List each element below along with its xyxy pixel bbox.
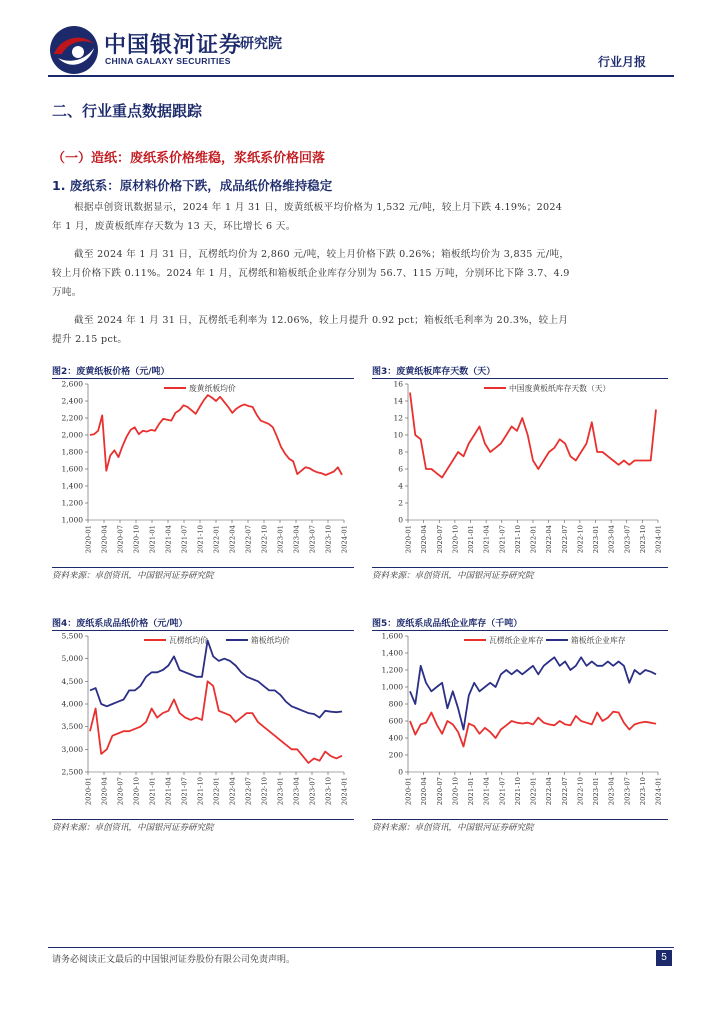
figure-3-rule <box>372 378 668 379</box>
series-line-1 <box>410 657 656 729</box>
footer-disclaimer: 请务必阅读正文最后的中国银河证券股份有限公司免责声明。 <box>52 955 296 965</box>
y-tick-label: 6 <box>398 464 403 474</box>
figure-4-rule <box>52 630 354 631</box>
x-tick-label: 2024-01 <box>654 777 663 806</box>
x-tick-label: 2021-01 <box>467 525 475 554</box>
institute-label: 研究院 <box>240 36 282 52</box>
x-tick-label: 2020-04 <box>420 777 429 806</box>
figure-4-source: 资料来源：卓创资讯，中国银河证券研究院 <box>52 823 214 833</box>
x-tick-label: 2022-10 <box>260 525 269 554</box>
x-tick-label: 2022-01 <box>529 525 538 554</box>
y-tick-label: 10 <box>393 430 403 440</box>
legend-label: 箱板纸均价 <box>251 636 290 645</box>
x-tick-label: 2022-07 <box>560 525 569 554</box>
legend-label: 瓦楞纸企业库存 <box>489 636 544 645</box>
paragraph-gross-margin: 截至 2024 年 1 月 31 日，瓦楞纸毛利率为 12.06%，较上月提升 0.92 pct；箱板纸毛利率为 20.3%，较上月提升 2.15 pct。 <box>52 315 569 345</box>
y-tick-label: 2,600 <box>61 380 83 389</box>
x-tick-label: 2021-10 <box>196 777 205 806</box>
figure-2-chart <box>52 380 354 570</box>
x-tick-label: 2021-04 <box>482 525 491 554</box>
figure-3-title: 图3：废黄纸板库存天数（天） <box>372 367 496 377</box>
x-tick-label: 2022-04 <box>228 525 237 554</box>
x-tick-label: 2022-07 <box>244 525 253 554</box>
y-tick-label: 600 <box>388 716 403 726</box>
x-tick-label: 2021-04 <box>482 777 491 806</box>
x-tick-label: 2023-04 <box>292 525 301 554</box>
x-tick-label: 2022-04 <box>545 777 554 806</box>
figure-2-svg <box>52 380 354 566</box>
x-tick-label: 2023-01 <box>276 525 285 554</box>
x-tick-label: 2022-10 <box>260 777 269 806</box>
x-tick-label: 2022-01 <box>212 525 221 554</box>
y-tick-label: 1,000 <box>381 682 403 692</box>
x-tick-label: 2020-01 <box>404 525 413 554</box>
x-tick-label: 2022-10 <box>576 525 585 554</box>
y-tick-label: 2,000 <box>61 430 83 440</box>
y-tick-label: 0 <box>398 515 403 525</box>
footer-divider <box>48 947 674 948</box>
x-tick-label: 2020-07 <box>116 777 125 806</box>
y-tick-label: 1,600 <box>61 464 83 474</box>
x-tick-label: 2020-04 <box>100 777 109 806</box>
x-tick-label: 2023-10 <box>324 777 333 806</box>
figure-3-svg <box>372 380 668 566</box>
y-tick-label: 3,500 <box>61 722 83 732</box>
y-tick-label: 5,500 <box>61 632 83 641</box>
report-header <box>48 20 674 78</box>
figure-5-bottom-rule <box>372 819 668 820</box>
y-tick-label: 3,000 <box>61 744 83 754</box>
x-tick-label: 2023-01 <box>276 777 285 806</box>
x-tick-label: 2020-01 <box>84 525 93 554</box>
x-tick-label: 2021-07 <box>498 777 507 806</box>
section-title: 二、行业重点数据跟踪 <box>52 102 203 120</box>
galaxy-logo-icon <box>48 24 100 76</box>
x-tick-label: 2022-01 <box>529 777 538 806</box>
y-tick-label: 1,600 <box>381 632 403 641</box>
x-tick-label: 2020-01 <box>84 777 93 806</box>
figure-5-title: 图5：废纸系成品纸企业库存（千吨） <box>372 619 523 629</box>
series-line-0 <box>410 393 656 478</box>
y-tick-label: 1,200 <box>381 665 403 675</box>
x-tick-label: 2021-07 <box>498 525 507 554</box>
x-tick-label: 2020-04 <box>420 525 429 554</box>
x-tick-label: 2020-10 <box>132 525 141 554</box>
figure-3-source: 资料来源：卓创资讯，中国银河证券研究院 <box>372 571 534 581</box>
legend-label: 瓦楞纸均价 <box>169 636 208 645</box>
x-tick-label: 2021-04 <box>164 525 173 554</box>
figure-4-title: 图4：废纸系成品纸价格（元/吨） <box>52 619 188 629</box>
legend-label: 废黄纸板均价 <box>189 384 236 393</box>
x-tick-label: 2024-01 <box>340 777 349 806</box>
page-number: 5 <box>656 950 672 966</box>
x-tick-label: 2020-10 <box>451 777 460 806</box>
x-tick-label: 2021-10 <box>513 525 522 554</box>
x-tick-label: 2021-10 <box>513 777 522 806</box>
header-divider <box>48 75 674 77</box>
x-tick-label: 2020-07 <box>116 525 125 554</box>
x-tick-label: 2023-07 <box>308 525 317 554</box>
x-tick-label: 2023-07 <box>623 777 632 806</box>
x-tick-label: 2022-01 <box>212 777 221 806</box>
figure-5-rule <box>372 630 668 631</box>
figure-2-title: 图2：废黄纸板价格（元/吨） <box>52 367 170 377</box>
figure-2-bottom-rule <box>52 567 354 568</box>
y-tick-label: 2,200 <box>61 413 83 423</box>
series-line-0 <box>90 395 342 475</box>
x-tick-label: 2022-10 <box>576 777 585 806</box>
y-tick-label: 12 <box>393 413 403 423</box>
x-tick-label: 2023-10 <box>324 525 333 554</box>
x-tick-label: 2021-07 <box>180 525 189 554</box>
y-tick-label: 2,500 <box>61 767 83 777</box>
y-tick-label: 800 <box>388 699 403 709</box>
x-tick-label: 2024-01 <box>340 525 349 554</box>
x-tick-label: 2022-07 <box>244 777 253 806</box>
brand-name-en: CHINA GALAXY SECURITIES <box>105 56 231 66</box>
x-tick-label: 2021-01 <box>148 525 157 554</box>
y-tick-label: 200 <box>388 750 403 760</box>
figure-3-bottom-rule <box>372 567 668 568</box>
y-tick-label: 0 <box>398 767 403 777</box>
x-tick-label: 2022-04 <box>545 525 554 554</box>
paragraph-waste-paper-price: 根据卓创资讯数据显示，2024 年 1 月 31 日，废黄纸板平均价格为 1,532 元/吨，较上月下跌 4.19%；2024 年 1 月，废黄板纸库存天数为 13 天，环比增长 6 天。 <box>52 202 563 232</box>
x-tick-label: 2020-07 <box>435 525 444 554</box>
x-tick-label: 2020-01 <box>404 777 413 806</box>
y-tick-label: 5,000 <box>61 654 83 664</box>
figure-2-source: 资料来源：卓创资讯，中国银河证券研究院 <box>52 571 214 581</box>
y-tick-label: 1,000 <box>61 515 83 525</box>
figure-5-source: 资料来源：卓创资讯，中国银河证券研究院 <box>372 823 534 833</box>
document-type: 行业月报 <box>597 55 646 69</box>
y-tick-label: 400 <box>388 733 403 743</box>
y-tick-label: 14 <box>393 396 403 406</box>
y-tick-label: 4,500 <box>61 676 83 686</box>
figure-4-svg <box>52 632 354 818</box>
x-tick-label: 2023-01 <box>592 777 600 806</box>
x-tick-label: 2022-04 <box>228 777 237 806</box>
brand-name-cn: 中国银河证券 <box>104 33 243 58</box>
x-tick-label: 2020-10 <box>451 525 460 554</box>
subsection-title: （一）造纸：废纸系价格维稳，浆纸系价格回落 <box>52 151 326 166</box>
x-tick-label: 2023-10 <box>638 777 647 806</box>
x-tick-label: 2023-04 <box>292 777 301 806</box>
x-tick-label: 2021-01 <box>467 777 475 806</box>
legend-label: 箱板纸企业库存 <box>571 636 626 645</box>
x-tick-label: 2023-04 <box>607 525 616 554</box>
y-tick-label: 1,200 <box>61 498 83 508</box>
y-tick-label: 1,800 <box>61 447 83 457</box>
paragraph-finished-paper-price: 截至 2024 年 1 月 31 日，瓦楞纸均价为 2,860 元/吨，较上月价格下跌 0.26%；箱板纸均价为 3,835 元/吨，较上月价格下跌 0.11%。2024 年 1 月，瓦楞纸和箱板纸企业库存分别为 56.7、115 万吨，分别环比下降 3.7、4.9 万吨。 <box>52 249 570 298</box>
series-line-0 <box>410 712 656 747</box>
x-tick-label: 2023-01 <box>592 525 600 554</box>
x-tick-label: 2021-07 <box>180 777 189 806</box>
y-tick-label: 2,400 <box>61 396 83 406</box>
y-tick-label: 16 <box>393 380 403 389</box>
figure-4-chart <box>52 632 354 822</box>
y-tick-label: 8 <box>398 447 403 457</box>
x-tick-label: 2022-07 <box>560 777 569 806</box>
y-tick-label: 4,000 <box>61 699 83 709</box>
x-tick-label: 2023-07 <box>308 777 317 806</box>
figure-3-chart <box>372 380 668 570</box>
figure-5-chart <box>372 632 668 822</box>
x-tick-label: 2024-01 <box>654 525 663 554</box>
x-tick-label: 2020-10 <box>132 777 141 806</box>
series-line-1 <box>90 641 342 718</box>
x-tick-label: 2021-04 <box>164 777 173 806</box>
legend-label: 中国废黄板纸库存天数（天） <box>509 384 611 393</box>
x-tick-label: 2023-07 <box>623 525 632 554</box>
x-tick-label: 2020-04 <box>100 525 109 554</box>
figure-4-bottom-rule <box>52 819 354 820</box>
x-tick-label: 2023-04 <box>607 777 616 806</box>
x-tick-label: 2021-10 <box>196 525 205 554</box>
y-tick-label: 1,400 <box>61 481 83 491</box>
figure-2-rule <box>52 378 354 379</box>
x-tick-label: 2023-10 <box>638 525 647 554</box>
x-tick-label: 2020-07 <box>435 777 444 806</box>
subsubsection-title: 1. 废纸系：原材料价格下跌，成品纸价格维持稳定 <box>52 178 333 193</box>
x-tick-label: 2021-01 <box>148 777 157 806</box>
y-tick-label: 2 <box>398 498 403 508</box>
y-tick-label: 4 <box>398 481 403 491</box>
figure-5-svg <box>372 632 668 818</box>
y-tick-label: 1,400 <box>381 648 403 658</box>
